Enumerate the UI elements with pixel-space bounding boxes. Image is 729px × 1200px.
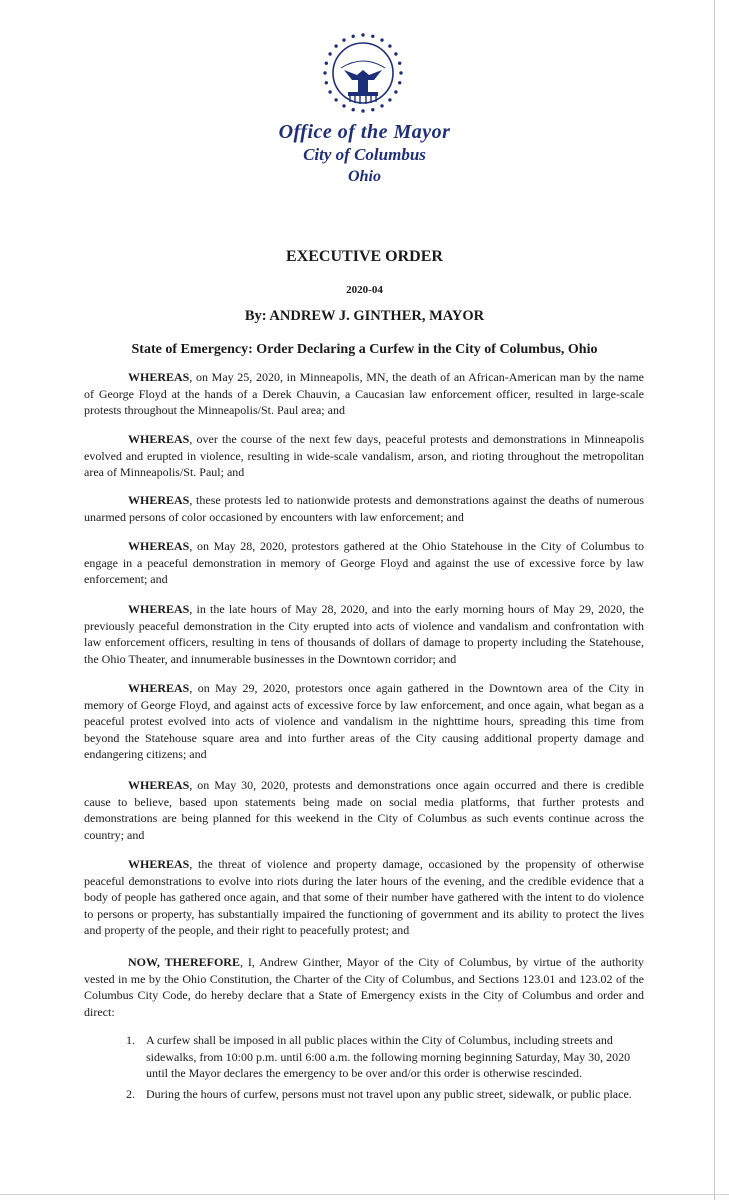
order-author: By: ANDREW J. GINTHER, MAYOR bbox=[244, 308, 485, 324]
paragraph-lead: WHEREAS bbox=[128, 370, 190, 384]
paragraph-text: , on May 30, 2020, protests and demonstrations once again occurred and there is credible cause to believe, based upon statements being made on social media platforms, that further protests and demonstrations are being planned for this weekend in the City of Columbus as such events continue across the country; and bbox=[84, 778, 644, 842]
whereas-paragraph bbox=[84, 431, 644, 481]
paragraph-lead: WHEREAS bbox=[128, 857, 190, 871]
directive-number: 1. bbox=[126, 1033, 135, 1047]
directive-item bbox=[126, 1032, 646, 1082]
directive-text: A curfew shall be imposed in all public places within the City of Columbus, including streets and sidewalks, from 10:00 p.m. until 6:00 a.m. the following morning beginning Saturday, May 30, 2020 until the Mayor declares the emergency to be over and/or this order is otherwise rescinded. bbox=[146, 1033, 631, 1080]
paragraph-lead: WHEREAS bbox=[128, 778, 190, 792]
paragraph-lead: WHEREAS bbox=[128, 539, 190, 553]
city-name: City of Columbus bbox=[303, 145, 426, 164]
scan-edge bbox=[0, 1194, 729, 1195]
paragraph-text: , I, Andrew Ginther, Mayor of the City of Columbus, by virtue of the authority vested in me by the Ohio Constitution, the Charter of the City of Columbus, and Sections 123.01 and 123.02 of the Columbus City Code, do hereby declare that a State of Emergency exists in the City of Columbus and order and direct: bbox=[84, 955, 645, 1019]
paragraph-text: , the threat of violence and property damage, occasioned by the propensity of otherwise peaceful demonstrations to evolve into riots during the later hours of the evening, and the credible evidence that a body of people has gathered once again, and that some of their number have gathered with the intent to do violence to persons or property, has substantially impaired the functioning of government and its ability to protect the lives and property of the people, and their right to peacefully protest; and bbox=[84, 857, 644, 937]
directive-text: During the hours of curfew, persons must not travel upon any public street, sidewalk, or public place. bbox=[146, 1087, 632, 1101]
document-title: EXECUTIVE ORDER bbox=[286, 248, 443, 265]
directive-item bbox=[126, 1086, 646, 1103]
whereas-paragraph bbox=[84, 777, 644, 843]
letterhead bbox=[0, 120, 729, 188]
paragraph-text: , these protests led to nationwide protests and demonstrations against the deaths of numerous unarmed persons of color occasioned by encounters with law enforcement; and bbox=[84, 493, 644, 524]
paragraph-lead: WHEREAS bbox=[128, 602, 190, 616]
directive-number: 2. bbox=[126, 1087, 135, 1101]
state-name: Ohio bbox=[348, 168, 381, 185]
paragraph-text: , over the course of the next few days, peaceful protests and demonstrations in Minneapolis evolved and erupted in violence, resulting in wide-scale vandalism, arson, and rioting throughout the metropolitan area of Minneapolis/St. Paul; and bbox=[84, 432, 644, 479]
whereas-paragraph bbox=[84, 369, 644, 419]
now-therefore-paragraph bbox=[84, 954, 644, 1020]
whereas-paragraph bbox=[84, 601, 644, 667]
order-number: 2020-04 bbox=[346, 284, 383, 296]
paragraph-lead: NOW, THEREFORE bbox=[128, 955, 240, 969]
paragraph-lead: WHEREAS bbox=[128, 432, 190, 446]
paragraph-text: , on May 28, 2020, protestors gathered at the Ohio Statehouse in the City of Columbus to engage in a peaceful demonstration in memory of George Floyd and against the use of excessive force by law enforcement; and bbox=[84, 539, 644, 586]
paragraph-text: , on May 29, 2020, protestors once again gathered in the Downtown area of the City in memory of George Floyd, and against acts of excessive force by law enforcement, and once again, what began as a peaceful protest evolved into acts of violence and vandalism in the nighttime hours, spreading this time from beyond the Statehouse square area and into further areas of the City causing additional property damage and endangering citizens; and bbox=[84, 681, 644, 761]
paragraph-text: , in the late hours of May 28, 2020, and into the early morning hours of May 29, 2020, the previously peaceful demonstration in the City erupted into acts of violence and vandalism and confrontation with law enforcement officers, resulting in tens of thousands of dollars of damage to property including the Statehouse, the Ohio Theater, and innumerable businesses in the Downtown corridor; and bbox=[84, 602, 644, 666]
city-seal bbox=[320, 30, 406, 116]
paragraph-lead: WHEREAS bbox=[128, 493, 190, 507]
whereas-paragraph bbox=[84, 680, 644, 763]
paragraph-lead: WHEREAS bbox=[128, 681, 190, 695]
order-subject: State of Emergency: Order Declaring a Curfew in the City of Columbus, Ohio bbox=[131, 342, 598, 357]
whereas-paragraph bbox=[84, 856, 644, 939]
office-title: Office of the Mayor bbox=[278, 121, 451, 143]
whereas-paragraph bbox=[84, 538, 644, 588]
whereas-paragraph bbox=[84, 492, 644, 525]
paragraph-text: , on May 25, 2020, in Minneapolis, MN, the death of an African-American man by the name of George Floyd at the hands of a Derek Chauvin, a Caucasian law enforcement officer, resulted in large-scale protests throughout the Minneapolis/St. Paul area; and bbox=[84, 370, 644, 417]
